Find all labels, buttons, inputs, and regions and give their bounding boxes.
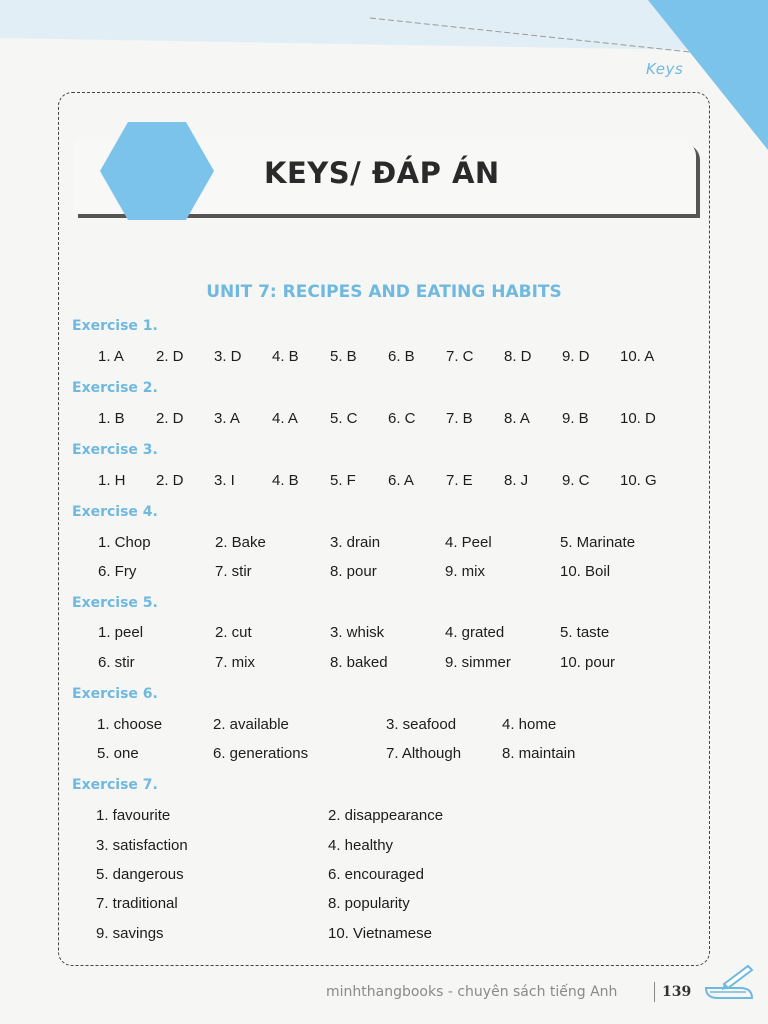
answer-item: 3. drain [330, 534, 381, 551]
answer-item: 9. B [562, 410, 589, 427]
answer-item: 6. generations [213, 745, 309, 762]
answer-item: 9. savings [96, 925, 164, 942]
answer-item: 2. D [156, 348, 184, 365]
answer-item: 10. Vietnamese [328, 925, 432, 942]
answer-item: 4. B [272, 348, 299, 365]
answer-item: 2. D [156, 472, 184, 489]
answer-item: 10. A [620, 348, 655, 365]
answer-item: 7. mix [215, 654, 256, 671]
answer-item: 7. Although [386, 745, 462, 762]
answer-item: 2. available [213, 716, 289, 733]
answer-item: 2. cut [215, 624, 252, 641]
page-title: KEYS/ ĐÁP ÁN [264, 156, 500, 190]
answer-item: 2. D [156, 410, 184, 427]
answer-item: 7. B [446, 410, 473, 427]
answer-item: 8. D [504, 348, 532, 365]
exercise-title: Exercise 3. [72, 442, 158, 458]
answer-item: 5. one [97, 745, 139, 762]
answer-item: 2. Bake [215, 534, 266, 551]
answer-item: 6. encouraged [328, 866, 424, 883]
answer-item: 10. G [620, 472, 657, 489]
hexagon-decoration-icon [100, 122, 214, 220]
answer-item: 7. E [446, 472, 473, 489]
answer-item: 8. maintain [502, 745, 576, 762]
content-frame [58, 92, 710, 966]
answer-item: 5. taste [560, 624, 610, 641]
answer-item: 7. stir [215, 563, 252, 580]
answer-item: 9. D [562, 348, 590, 365]
answer-item: 6. Fry [98, 563, 137, 580]
exercise-title: Exercise 2. [72, 380, 158, 396]
answer-item: 1. Chop [98, 534, 151, 551]
unit-title: UNIT 7: RECIPES AND EATING HABITS [206, 282, 562, 302]
pen-notebook-icon [700, 962, 760, 1006]
answer-item: 3. D [214, 348, 242, 365]
answer-item: 10. D [620, 410, 656, 427]
answer-item: 4. Peel [445, 534, 492, 551]
answer-item: 2. disappearance [328, 807, 444, 824]
answer-item: 4. grated [445, 624, 505, 641]
answer-item: 5. Marinate [560, 534, 636, 551]
answer-item: 4. home [502, 716, 557, 733]
answer-item: 8. popularity [328, 895, 410, 912]
answer-item: 7. traditional [96, 895, 178, 912]
answer-item: 1. A [98, 348, 124, 365]
answer-item: 9. simmer [445, 654, 511, 671]
answer-item: 1. choose [97, 716, 163, 733]
answer-item: 5. B [330, 348, 357, 365]
answer-item: 5. C [330, 410, 358, 427]
answer-item: 8. J [504, 472, 529, 489]
answer-item: 1. H [98, 472, 126, 489]
answer-item: 3. I [214, 472, 235, 489]
running-head: Keys [646, 60, 684, 78]
answer-item: 6. stir [98, 654, 135, 671]
answer-item: 8. pour [330, 563, 377, 580]
exercise-title: Exercise 7. [72, 777, 158, 793]
answer-item: 10. pour [560, 654, 616, 671]
answer-item: 5. dangerous [96, 866, 184, 883]
answer-item: 4. B [272, 472, 299, 489]
answer-item: 9. mix [445, 563, 486, 580]
answer-item: 7. C [446, 348, 474, 365]
exercise-title: Exercise 6. [72, 686, 158, 702]
answer-item: 8. baked [330, 654, 388, 671]
answer-item: 6. A [388, 472, 414, 489]
answer-item: 3. A [214, 410, 240, 427]
answer-item: 10. Boil [560, 563, 611, 580]
answer-item: 4. healthy [328, 837, 394, 854]
answer-item: 3. whisk [330, 624, 385, 641]
answer-item: 8. A [504, 410, 530, 427]
answer-item: 1. peel [98, 624, 144, 641]
answer-item: 6. B [388, 348, 415, 365]
footer-divider [654, 982, 655, 1002]
exercise-title: Exercise 4. [72, 504, 158, 520]
publisher-line: minhthangbooks - chuyên sách tiếng Anh [326, 984, 618, 1000]
answer-item: 3. seafood [386, 716, 457, 733]
answer-item: 4. A [272, 410, 298, 427]
exercise-title: Exercise 1. [72, 318, 158, 334]
exercise-title: Exercise 5. [72, 595, 158, 611]
answer-item: 3. satisfaction [96, 837, 188, 854]
answer-item: 1. favourite [96, 807, 171, 824]
answer-item: 9. C [562, 472, 590, 489]
answer-item: 1. B [98, 410, 125, 427]
answer-item: 5. F [330, 472, 356, 489]
page-number: 139 [662, 984, 692, 1000]
answer-item: 6. C [388, 410, 416, 427]
